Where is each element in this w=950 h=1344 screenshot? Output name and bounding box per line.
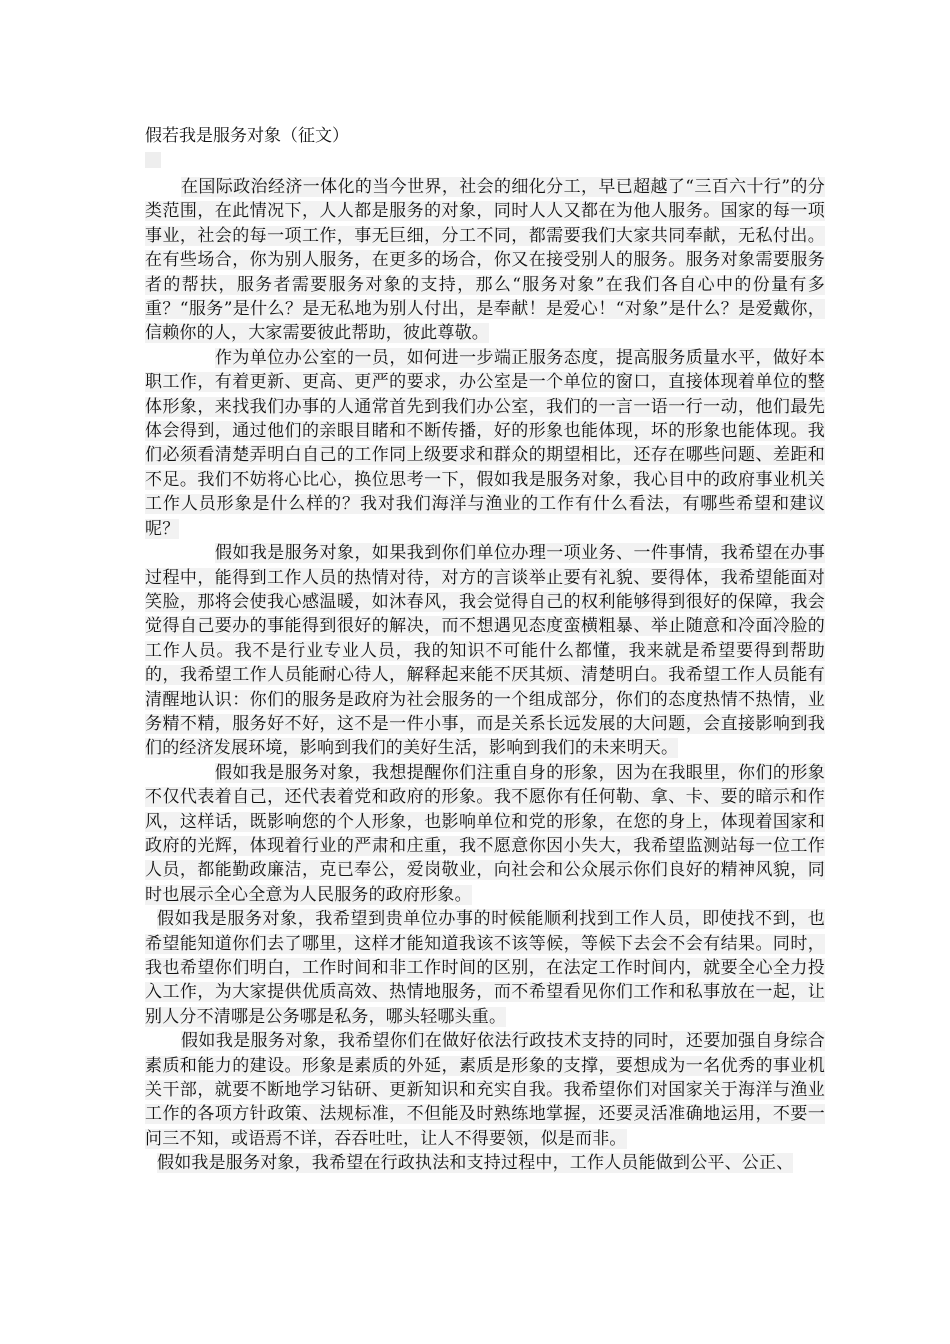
paragraph-1-text: 在国际政治经济一体化的当今世界，社会的细化分工，早已超越了“三百六十行”的分类范围，在此情况下，人人都是服务的对象，同时人人又都在为他人服务。国家的每一项事业，社会的每一项工作，事无巨细，分工不同，都需要我们大家共同奉献，无私付出。在有些场合，你为别人服务，在更多的场合，你又在接受别人的服务。服务对象需要服务者的帮扶，服务者需要服务对象的支持，那么“服务对象”在我们各自心中的份量有多重？“服务”是什么？是无私地为别人付出，是奉献！是爱心！“对象”是什么？是爱戴你，信赖你的人，大家需要彼此帮助，彼此尊敬。 [145,177,825,344]
paragraph-5 [145,907,825,1029]
paragraph-7 [145,1151,825,1175]
document-body [145,175,825,1176]
blank-line-marker [145,152,161,168]
paragraph-1 [145,175,825,346]
paragraph-6 [145,1029,825,1151]
paragraph-5-text: 假如我是服务对象，我希望到贵单位办事的时候能顺利找到工作人员，即使找不到，也希望能知道你们去了哪里，这样才能知道我该不该等候，等候下去会不会有结果。同时，我也希望你们明白，工作时间和非工作时间的区别，在法定工作时间内，就要全心全力投入工作，为大家提供优质高效、热情地服务，而不希望看见你们工作和私事放在一起，让别人分不清哪是公务哪是私务，哪头轻哪头重。 [145,909,825,1027]
paragraph-2 [145,346,825,541]
document-title: 假若我是服务对象（征文） [145,126,349,146]
paragraph-4-text: 假如我是服务对象，我想提醒你们注重自身的形象，因为在我眼里，你们的形象不仅代表着自己，还代表着党和政府的形象。我不愿你有任何勒、拿、卡、要的暗示和作风，这样话，既影响您的个人形象，也影响单位和党的形象，在您的身上，体现着国家和政府的光辉，体现着行业的严肃和庄重，我不愿意你因小失大，我希望监测站每一位工作人员，都能勤政廉洁，克已奉公，爱岗敬业，向社会和公众展示你们良好的精神风貌，同时也展示全心全意为人民服务的政府形象。 [145,762,825,905]
paragraph-7-text: 假如我是服务对象，我希望在行政执法和支持过程中，工作人员能做到公平、公正、 [157,1153,794,1174]
paragraph-2-text: 作为单位办公室的一员，如何进一步端正服务态度，提高服务质量水平，做好本职工作，有着更新、更高、更严的要求，办公室是一个单位的窗口，直接体现着单位的整体形象，来找我们办事的人通常首先到我们办公室，我们的一言一语一行一动，他们最先体会得到，通过他们的亲眼目睹和不断传播，好的形象也能体现，坏的形象也能体现。我们必须看清楚弄明白自己的工作同上级要求和群众的期望相比，还存在哪些问题、差距和不足。我们不妨将心比心，换位思考一下，假如我是服务对象，我心目中的政府事业机关工作人员形象是什么样的？我对我们海洋与渔业的工作有什么看法，有哪些希望和建议呢？ [145,347,825,539]
paragraph-3 [145,541,825,761]
paragraph-3-text: 假如我是服务对象，如果我到你们单位办理一项业务、一件事情，我希望在办事过程中，能得到工作人员的热情对待，对方的言谈举止要有礼貌、要得体，我希望能面对笑脸，那将会使我心感温暖，如沐春风，我会觉得自己的权利能够得到很好的保障，我会觉得自己要办的事能得到很好的解决，而不想遇见态度蛮横粗暴、举止随意和冷面冷脸的工作人员。我不是行业专业人员，我的知识不可能什么都懂，我来就是希望要得到帮助的，我希望工作人员能耐心待人，解释起来能不厌其烦、清楚明白。我希望工作人员能有清醒地认识：你们的服务是政府为社会服务的一个组成部分，你们的态度热情不热情，业务精不精，服务好不好，这不是一件小事，而是关系长远发展的大问题，会直接影响到我们的经济发展环境，影响到我们的美好生活，影响到我们的未来明天。 [145,543,825,759]
paragraph-4 [145,761,825,907]
paragraph-6-text: 假如我是服务对象，我希望你们在做好依法行政技术支持的同时，还要加强自身综合素质和能力的建设。形象是素质的外延，素质是形象的支撑，要想成为一名优秀的事业机关干部，就要不断地学习钻研、更新知识和充实自我。我希望你们对国家关于海洋与渔业工作的各项方针政策、法规标准，不但能及时熟练地掌握，还要灵活准确地运用，不要一问三不知，或语焉不详，吞吞吐吐，让人不得要领，似是而非。 [145,1031,825,1149]
